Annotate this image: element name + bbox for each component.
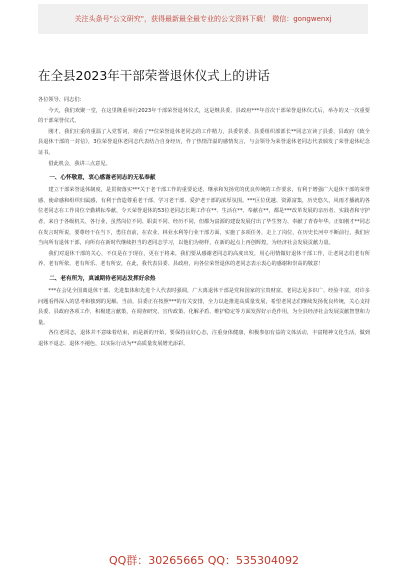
paragraph: 我们对退休干部的关心，不仅是在于现在，更在于将来，我们要从感谢老同志的高度出发，用心用情做好退休干部工作，让老同志们老有所养、老有所依、老有所乐、老有所安，在此，我代表县委、县政府，向各位荣誉退休的老同志表示衷心的感谢和崇高的敬意！ (38, 250, 370, 268)
paragraph: 借此机会，我讲三点意见。 (48, 160, 111, 167)
promo-banner (38, 4, 368, 34)
paragraph: 今天，我们欢聚一堂，在这里隆重举行2023年干部荣誉退休仪式，这是继县委、县政府***年首次干部荣誉退休仪式后，举办的又一次重要的干部荣誉仪式。 (38, 107, 370, 125)
contact-footer (0, 549, 408, 568)
section-heading: 一、心怀敬意，衷心感谢老同志的无私奉献 (49, 175, 156, 182)
document-title: 在全县2023年干部荣誉退休仪式上的讲话 (38, 68, 270, 83)
paragraph: 各位老同志，退休并不意味着结束，而是新的开始，要保持良好心态，注重身体健康，积极参加有益的文体活动，丰富精神文化生活，做到退休不退志、退休不褪色，以实际行动为**高质量发展增光添彩。 (38, 330, 370, 347)
document-body (38, 95, 370, 349)
paragraph: 刚才，我们庄重的重温了入党誓词，观看了**位荣誉退休老同志的工作精力，县委常委、县委组织部部长**同志宣读了县委、县政府《致全县退休干部的一封信》，3位荣誉退休老同志代表结合自身经历，作了热情洋溢的感情发言，与会领导为荣誉退休老同志代表颁发了荣誉退休纪念证书。 (38, 128, 370, 156)
paragraph: 建立干部荣誉退休制度，是贯彻落实***关于老干部工作的重要论述、继承和发扬党的优良传统的工作要求，有利于增强广大退休干部的荣誉感、使命感和组织归属感，有利于营造尊重老干部、学习老干部、爱护老干部的浓厚氛围。***区位优越、资源富集，历史悠久，风雨才播就的各位老同志在工作岗位辛勤耕耘奉献，令天荣誉退休的53位老同志长期工作在**、生活在**、奉献在**，都是***改革发展的亲历者、实践者和守护者，来自于各级机关、各行业，虽然岗位不同、职责不同、经历不同，但都为富源的建设发展付出了毕生努力、奉献了青春年华。正如刚才**同志在发言时所说，要尊经干在当下，勇往直前，在农业、林业水利等行业干部方面，实施了多项任务，走上了岗位，在历史长河中不断前行，我们应当向所有退休干部，向所有在新时代继续担当的老同志学习，以他们为榜样，在新的起点上再创辉煌，为经济社会发展贡献力量。 (38, 187, 371, 247)
promo-banner-text: 关注头条号"公文研究"，获得最新最全最专业的公文资料下载！ 微信：gongwenxj (74, 15, 332, 23)
contact-footer-text: QQ群：30265665 QQ：535304092 (108, 554, 300, 567)
paragraph: ***在会见全国离退休干部、先进集体和先进个人代表时强调，广大离退休干部是党和国家的宝贵财富，老同志见多识广、经验丰富，对许多问题看得深入的思考和独到的见解。当前，县委正在按照***的有关安排，全力以赴推进高质量发展，希望老同志们继续发扬优良传统，关心支持县委、县政府各项工作，积极建言献策，在调查研究、宣传政策、化解矛盾、维护稳定等方面发挥好示范作用，为全县经济社会发展贡献智慧和力量。 (38, 287, 371, 326)
section-heading: 二、老有所为，真诚期待老同志发挥好余热 (49, 275, 156, 282)
salutation: 各位领导、同志们： (38, 97, 85, 103)
